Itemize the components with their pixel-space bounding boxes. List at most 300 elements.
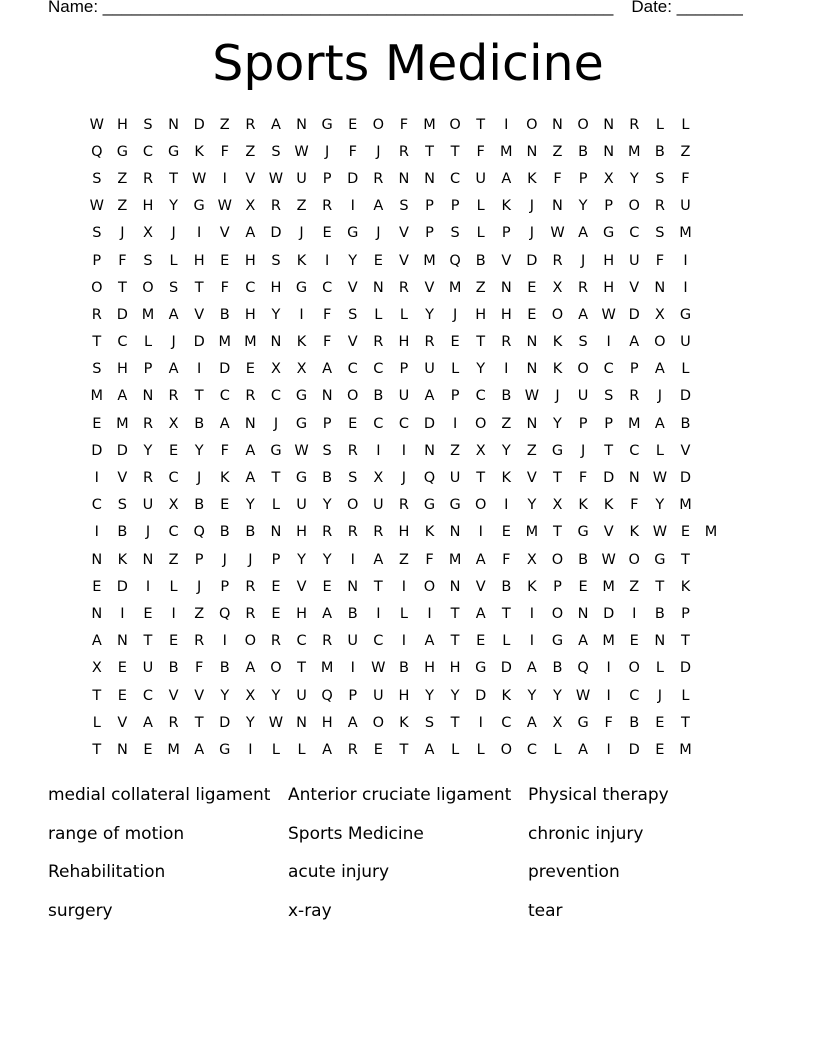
grid-letter[interactable]: N: [526, 334, 538, 351]
name-field-label[interactable]: Name: ______________________________________________________: [48, 0, 614, 16]
grid-letter[interactable]: J: [299, 225, 304, 242]
grid-letter[interactable]: D: [628, 741, 640, 758]
grid-letter[interactable]: N: [577, 605, 589, 622]
grid-letter[interactable]: V: [398, 252, 409, 269]
grid-letter[interactable]: L: [681, 361, 690, 378]
grid-letter[interactable]: K: [527, 170, 537, 187]
grid-letter[interactable]: X: [552, 497, 563, 514]
grid-letter[interactable]: S: [117, 497, 127, 514]
grid-letter[interactable]: Z: [398, 551, 409, 568]
grid-letter[interactable]: T: [681, 633, 690, 650]
grid-letter[interactable]: V: [629, 279, 640, 296]
grid-letter[interactable]: Q: [219, 605, 231, 622]
grid-letter[interactable]: D: [475, 687, 487, 704]
grid-letter[interactable]: N: [654, 633, 666, 650]
grid-letter[interactable]: L: [655, 660, 664, 677]
grid-letter[interactable]: T: [450, 605, 460, 622]
grid-letter[interactable]: H: [475, 306, 487, 323]
grid-letter[interactable]: M: [116, 415, 129, 432]
grid-letter[interactable]: E: [117, 660, 127, 677]
grid-letter[interactable]: S: [604, 388, 614, 405]
grid-letter[interactable]: A: [322, 741, 333, 758]
grid-letter[interactable]: U: [628, 252, 640, 269]
grid-letter[interactable]: A: [168, 306, 179, 323]
grid-letter[interactable]: D: [603, 470, 615, 487]
grid-letter[interactable]: S: [322, 442, 332, 459]
grid-letter[interactable]: N: [296, 116, 307, 133]
grid-letter[interactable]: J: [452, 306, 458, 323]
grid-letter[interactable]: F: [630, 497, 639, 514]
grid-letter[interactable]: F: [195, 660, 204, 677]
grid-letter[interactable]: P: [322, 170, 332, 187]
grid-letter[interactable]: T: [297, 660, 306, 677]
grid-letter[interactable]: V: [219, 225, 230, 242]
grid-letter[interactable]: V: [680, 442, 691, 459]
grid-letter[interactable]: G: [167, 143, 180, 160]
grid-letter[interactable]: B: [322, 470, 333, 487]
grid-letter[interactable]: N: [552, 116, 563, 133]
grid-letter[interactable]: D: [193, 334, 205, 351]
grid-letter[interactable]: H: [296, 605, 307, 622]
grid-letter[interactable]: R: [347, 741, 358, 758]
grid-letter[interactable]: I: [504, 497, 509, 514]
grid-letter[interactable]: N: [449, 524, 461, 541]
grid-letter[interactable]: A: [475, 605, 486, 622]
grid-letter[interactable]: L: [655, 442, 664, 459]
grid-letter[interactable]: I: [145, 578, 151, 595]
grid-letter[interactable]: L: [476, 741, 485, 758]
grid-letter[interactable]: E: [220, 497, 230, 514]
grid-letter[interactable]: M: [90, 388, 104, 405]
grid-letter[interactable]: F: [476, 143, 485, 160]
date-field-label[interactable]: Date: _______: [631, 0, 743, 16]
grid-letter[interactable]: V: [194, 306, 205, 323]
grid-letter[interactable]: D: [219, 361, 231, 378]
grid-letter[interactable]: L: [143, 334, 153, 351]
grid-letter[interactable]: H: [398, 687, 410, 704]
grid-letter[interactable]: U: [373, 497, 384, 514]
grid-letter[interactable]: L: [476, 198, 485, 215]
grid-letter[interactable]: F: [604, 714, 613, 731]
grid-letter[interactable]: O: [142, 279, 154, 296]
grid-letter[interactable]: T: [450, 143, 460, 160]
grid-letter[interactable]: S: [271, 143, 281, 160]
grid-letter[interactable]: B: [654, 143, 665, 160]
grid-letter[interactable]: N: [372, 279, 384, 296]
grid-letter[interactable]: E: [476, 633, 486, 650]
grid-letter[interactable]: F: [399, 116, 409, 133]
grid-letter[interactable]: A: [654, 361, 665, 378]
grid-letter[interactable]: R: [142, 170, 154, 187]
grid-letter[interactable]: T: [476, 334, 486, 351]
grid-letter[interactable]: G: [116, 143, 129, 160]
grid-letter[interactable]: E: [527, 279, 537, 296]
grid-letter[interactable]: D: [500, 660, 512, 677]
grid-letter[interactable]: O: [372, 714, 385, 731]
grid-letter[interactable]: I: [248, 741, 253, 758]
grid-letter[interactable]: K: [527, 578, 537, 595]
grid-letter[interactable]: E: [629, 633, 639, 650]
grid-letter[interactable]: R: [629, 116, 640, 133]
grid-letter[interactable]: V: [117, 714, 128, 731]
grid-letter[interactable]: N: [142, 388, 154, 405]
grid-letter[interactable]: O: [577, 116, 589, 133]
grid-letter[interactable]: I: [478, 524, 483, 541]
grid-letter[interactable]: Z: [117, 198, 128, 215]
grid-letter[interactable]: P: [143, 361, 153, 378]
letter-grid[interactable]: [84, 111, 732, 764]
grid-letter[interactable]: H: [244, 252, 256, 269]
grid-letter[interactable]: N: [270, 334, 282, 351]
grid-letter[interactable]: C: [168, 470, 179, 487]
grid-letter[interactable]: O: [474, 415, 487, 432]
grid-letter[interactable]: W: [89, 198, 104, 215]
grid-letter[interactable]: R: [552, 252, 563, 269]
grid-letter[interactable]: R: [347, 442, 358, 459]
grid-letter[interactable]: I: [401, 442, 407, 459]
grid-letter[interactable]: Y: [425, 306, 434, 323]
grid-letter[interactable]: X: [475, 442, 486, 459]
grid-letter[interactable]: J: [529, 225, 535, 242]
grid-letter[interactable]: E: [373, 741, 383, 758]
grid-letter[interactable]: E: [271, 605, 281, 622]
grid-letter[interactable]: E: [168, 442, 179, 459]
grid-letter[interactable]: Y: [527, 687, 537, 704]
grid-letter[interactable]: C: [91, 497, 102, 514]
grid-letter[interactable]: I: [478, 714, 483, 731]
grid-letter[interactable]: Y: [245, 714, 255, 731]
grid-letter[interactable]: W: [601, 551, 616, 568]
grid-letter[interactable]: M: [218, 334, 232, 351]
grid-letter[interactable]: P: [194, 551, 204, 568]
grid-letter[interactable]: Y: [578, 198, 588, 215]
grid-letter[interactable]: I: [350, 660, 355, 677]
grid-letter[interactable]: Y: [348, 252, 358, 269]
grid-letter[interactable]: E: [322, 225, 332, 242]
grid-letter[interactable]: N: [603, 116, 615, 133]
grid-letter[interactable]: E: [501, 524, 511, 541]
grid-letter[interactable]: B: [219, 306, 230, 323]
grid-letter[interactable]: R: [142, 470, 154, 487]
grid-letter[interactable]: T: [92, 687, 102, 704]
grid-letter[interactable]: H: [193, 252, 205, 269]
grid-letter[interactable]: R: [398, 143, 409, 160]
grid-letter[interactable]: H: [142, 198, 154, 215]
grid-letter[interactable]: Y: [450, 687, 460, 704]
grid-letter[interactable]: O: [270, 660, 282, 677]
grid-letter[interactable]: T: [681, 551, 690, 568]
grid-letter[interactable]: Z: [194, 605, 205, 622]
grid-letter[interactable]: E: [92, 415, 102, 432]
grid-letter[interactable]: E: [220, 252, 230, 269]
grid-letter[interactable]: Y: [271, 687, 281, 704]
grid-letter[interactable]: T: [194, 714, 204, 731]
grid-letter[interactable]: H: [244, 306, 256, 323]
grid-letter[interactable]: O: [372, 116, 385, 133]
grid-letter[interactable]: B: [475, 252, 486, 269]
grid-letter[interactable]: N: [296, 714, 307, 731]
grid-letter[interactable]: H: [116, 361, 128, 378]
grid-letter[interactable]: Y: [169, 198, 178, 215]
grid-letter[interactable]: N: [244, 415, 256, 432]
grid-letter[interactable]: U: [475, 170, 487, 187]
grid-letter[interactable]: W: [294, 442, 309, 459]
grid-letter[interactable]: Z: [501, 415, 512, 432]
grid-letter[interactable]: R: [424, 334, 435, 351]
grid-letter[interactable]: X: [552, 714, 563, 731]
grid-letter[interactable]: G: [449, 497, 461, 514]
grid-letter[interactable]: B: [501, 578, 512, 595]
grid-letter[interactable]: Q: [449, 252, 461, 269]
grid-letter[interactable]: I: [401, 578, 407, 595]
grid-letter[interactable]: Y: [655, 497, 665, 514]
grid-letter[interactable]: J: [555, 388, 560, 405]
grid-letter[interactable]: T: [501, 605, 511, 622]
grid-letter[interactable]: G: [475, 660, 487, 677]
grid-letter[interactable]: J: [657, 687, 662, 704]
grid-letter[interactable]: E: [578, 578, 588, 595]
grid-letter[interactable]: S: [424, 714, 435, 731]
grid-letter[interactable]: E: [92, 578, 102, 595]
grid-letter[interactable]: I: [452, 415, 458, 432]
grid-letter[interactable]: U: [449, 470, 461, 487]
grid-letter[interactable]: Y: [297, 551, 306, 568]
grid-letter[interactable]: O: [577, 361, 589, 378]
grid-letter[interactable]: R: [245, 578, 256, 595]
grid-letter[interactable]: N: [168, 116, 179, 133]
grid-letter[interactable]: E: [143, 741, 153, 758]
grid-letter[interactable]: J: [171, 225, 176, 242]
grid-letter[interactable]: F: [553, 170, 562, 187]
grid-letter[interactable]: T: [194, 279, 204, 296]
grid-letter[interactable]: M: [525, 524, 539, 541]
grid-letter[interactable]: O: [551, 306, 564, 323]
grid-letter[interactable]: E: [271, 578, 281, 595]
grid-letter[interactable]: T: [92, 334, 102, 351]
grid-letter[interactable]: N: [91, 605, 103, 622]
grid-letter[interactable]: G: [295, 470, 308, 487]
grid-letter[interactable]: S: [655, 225, 665, 242]
grid-letter[interactable]: D: [526, 252, 538, 269]
grid-letter[interactable]: A: [501, 170, 512, 187]
grid-letter[interactable]: Y: [476, 361, 486, 378]
grid-letter[interactable]: N: [424, 170, 435, 187]
grid-letter[interactable]: L: [297, 741, 306, 758]
grid-letter[interactable]: I: [606, 687, 611, 704]
grid-letter[interactable]: R: [270, 198, 281, 215]
grid-letter[interactable]: Z: [117, 170, 128, 187]
grid-letter[interactable]: N: [526, 143, 538, 160]
grid-letter[interactable]: C: [526, 741, 537, 758]
grid-letter[interactable]: O: [551, 551, 564, 568]
grid-letter[interactable]: U: [142, 497, 154, 514]
grid-letter[interactable]: P: [578, 170, 588, 187]
grid-letter[interactable]: B: [219, 524, 230, 541]
grid-letter[interactable]: C: [629, 225, 640, 242]
grid-letter[interactable]: T: [655, 578, 665, 595]
grid-letter[interactable]: R: [245, 605, 256, 622]
grid-letter[interactable]: R: [398, 497, 409, 514]
grid-letter[interactable]: J: [376, 225, 381, 242]
grid-letter[interactable]: D: [116, 578, 128, 595]
grid-letter[interactable]: I: [606, 741, 611, 758]
grid-letter[interactable]: M: [244, 334, 257, 351]
grid-letter[interactable]: S: [578, 334, 588, 351]
grid-letter[interactable]: G: [551, 442, 564, 459]
grid-letter[interactable]: M: [423, 252, 436, 269]
grid-letter[interactable]: N: [500, 279, 512, 296]
grid-letter[interactable]: B: [373, 388, 384, 405]
grid-letter[interactable]: A: [578, 633, 589, 650]
grid-letter[interactable]: R: [142, 415, 154, 432]
grid-letter[interactable]: R: [398, 279, 409, 296]
grid-letter[interactable]: M: [679, 225, 692, 242]
grid-letter[interactable]: A: [424, 388, 435, 405]
grid-letter[interactable]: U: [680, 334, 691, 351]
grid-letter[interactable]: B: [168, 660, 179, 677]
grid-letter[interactable]: G: [295, 415, 308, 432]
grid-letter[interactable]: X: [296, 361, 307, 378]
grid-letter[interactable]: K: [296, 334, 307, 351]
grid-letter[interactable]: P: [399, 361, 409, 378]
grid-letter[interactable]: J: [376, 143, 381, 160]
grid-letter[interactable]: J: [145, 524, 151, 541]
grid-letter[interactable]: L: [92, 714, 101, 731]
grid-letter[interactable]: A: [526, 714, 537, 731]
grid-letter[interactable]: B: [398, 660, 409, 677]
grid-letter[interactable]: P: [425, 225, 434, 242]
grid-letter[interactable]: J: [222, 551, 227, 568]
grid-letter[interactable]: B: [245, 524, 256, 541]
grid-letter[interactable]: C: [501, 714, 512, 731]
grid-letter[interactable]: K: [399, 714, 409, 731]
grid-letter[interactable]: F: [322, 306, 332, 323]
grid-letter[interactable]: G: [347, 225, 359, 242]
grid-letter[interactable]: W: [524, 388, 540, 405]
grid-letter[interactable]: X: [270, 361, 281, 378]
grid-letter[interactable]: W: [217, 198, 232, 215]
grid-letter[interactable]: N: [321, 388, 333, 405]
grid-letter[interactable]: M: [602, 578, 615, 595]
grid-letter[interactable]: A: [168, 361, 179, 378]
grid-letter[interactable]: I: [632, 605, 637, 622]
grid-letter[interactable]: P: [271, 551, 281, 568]
grid-letter[interactable]: K: [578, 497, 588, 514]
grid-letter[interactable]: J: [171, 334, 176, 351]
grid-letter[interactable]: G: [577, 714, 589, 731]
grid-letter[interactable]: X: [603, 170, 614, 187]
grid-letter[interactable]: J: [657, 388, 662, 405]
grid-letter[interactable]: P: [450, 388, 460, 405]
grid-letter[interactable]: B: [501, 388, 512, 405]
grid-letter[interactable]: A: [629, 334, 640, 351]
grid-letter[interactable]: D: [603, 605, 615, 622]
grid-letter[interactable]: H: [424, 660, 435, 677]
grid-letter[interactable]: X: [245, 687, 256, 704]
grid-letter[interactable]: J: [197, 578, 202, 595]
grid-letter[interactable]: O: [628, 551, 640, 568]
grid-letter[interactable]: J: [401, 470, 407, 487]
grid-letter[interactable]: D: [679, 470, 692, 487]
grid-letter[interactable]: W: [268, 714, 284, 731]
grid-letter[interactable]: Q: [577, 660, 589, 677]
grid-letter[interactable]: E: [168, 633, 179, 650]
grid-letter[interactable]: N: [116, 633, 128, 650]
grid-letter[interactable]: A: [91, 633, 102, 650]
grid-letter[interactable]: U: [680, 198, 691, 215]
grid-letter[interactable]: V: [347, 279, 358, 296]
grid-letter[interactable]: I: [325, 252, 330, 269]
grid-letter[interactable]: M: [320, 660, 334, 677]
grid-letter[interactable]: U: [296, 687, 307, 704]
grid-letter[interactable]: E: [245, 361, 255, 378]
grid-letter[interactable]: R: [270, 633, 281, 650]
grid-letter[interactable]: R: [501, 334, 512, 351]
grid-letter[interactable]: M: [500, 143, 513, 160]
grid-letter[interactable]: J: [580, 442, 586, 459]
grid-letter[interactable]: S: [655, 170, 665, 187]
grid-letter[interactable]: O: [628, 198, 640, 215]
grid-letter[interactable]: O: [628, 660, 640, 677]
grid-letter[interactable]: A: [245, 470, 256, 487]
grid-letter[interactable]: K: [603, 497, 614, 514]
grid-letter[interactable]: K: [296, 252, 307, 269]
grid-letter[interactable]: M: [141, 306, 155, 323]
grid-letter[interactable]: S: [92, 170, 102, 187]
grid-letter[interactable]: A: [322, 361, 333, 378]
grid-letter[interactable]: I: [197, 361, 202, 378]
grid-letter[interactable]: O: [91, 279, 103, 296]
grid-letter[interactable]: R: [629, 388, 640, 405]
grid-letter[interactable]: Y: [527, 497, 537, 514]
grid-letter[interactable]: L: [476, 225, 485, 242]
grid-letter[interactable]: V: [603, 524, 614, 541]
grid-letter[interactable]: V: [475, 578, 486, 595]
grid-letter[interactable]: G: [551, 633, 564, 650]
grid-letter[interactable]: P: [322, 415, 332, 432]
grid-letter[interactable]: O: [474, 497, 487, 514]
grid-letter[interactable]: X: [168, 415, 179, 432]
grid-letter[interactable]: N: [449, 578, 461, 595]
grid-letter[interactable]: N: [270, 524, 282, 541]
grid-letter[interactable]: D: [347, 170, 359, 187]
grid-letter[interactable]: S: [92, 225, 102, 242]
grid-letter[interactable]: X: [143, 225, 153, 242]
grid-letter[interactable]: N: [116, 741, 128, 758]
grid-letter[interactable]: G: [577, 524, 589, 541]
grid-letter[interactable]: W: [652, 524, 668, 541]
grid-letter[interactable]: M: [448, 551, 462, 568]
grid-letter[interactable]: M: [448, 279, 462, 296]
grid-letter[interactable]: K: [117, 551, 128, 568]
grid-letter[interactable]: L: [374, 306, 383, 323]
grid-letter[interactable]: A: [143, 714, 153, 731]
grid-letter[interactable]: Z: [680, 143, 691, 160]
grid-letter[interactable]: L: [399, 306, 408, 323]
grid-letter[interactable]: B: [552, 660, 563, 677]
grid-letter[interactable]: W: [371, 660, 386, 677]
grid-letter[interactable]: T: [553, 524, 562, 541]
grid-letter[interactable]: C: [629, 442, 640, 459]
grid-letter[interactable]: C: [629, 687, 640, 704]
grid-letter[interactable]: X: [373, 470, 384, 487]
grid-letter[interactable]: V: [398, 225, 409, 242]
grid-letter[interactable]: T: [450, 714, 460, 731]
grid-letter[interactable]: Y: [425, 687, 434, 704]
grid-letter[interactable]: N: [347, 578, 359, 595]
grid-letter[interactable]: G: [270, 442, 282, 459]
grid-letter[interactable]: N: [91, 551, 103, 568]
